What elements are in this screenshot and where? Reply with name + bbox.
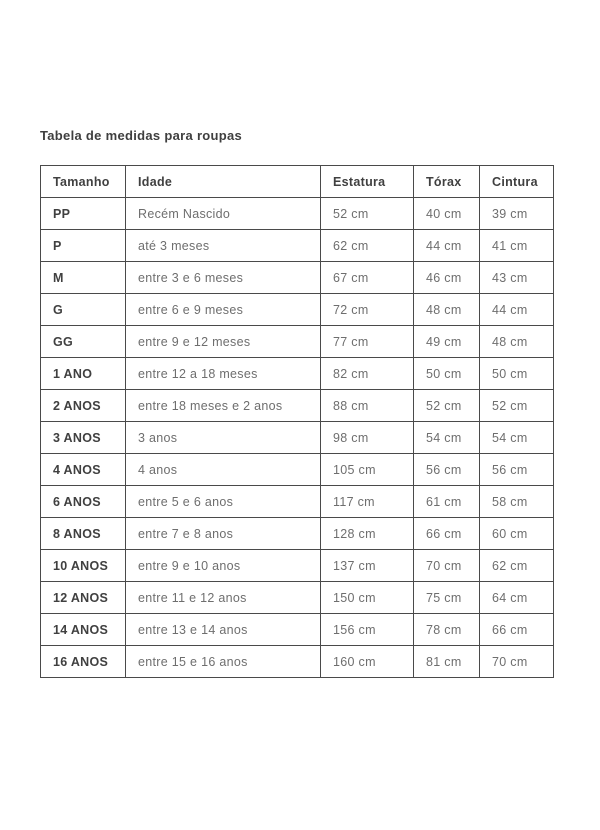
cell-tamanho: 2 ANOS xyxy=(41,390,126,422)
cell-idade: entre 3 e 6 meses xyxy=(126,262,321,294)
cell-idade: entre 18 meses e 2 anos xyxy=(126,390,321,422)
cell-estatura: 67 cm xyxy=(321,262,414,294)
table-row xyxy=(41,198,554,230)
cell-tamanho: P xyxy=(41,230,126,262)
cell-torax: 48 cm xyxy=(414,294,480,326)
cell-torax: 54 cm xyxy=(414,422,480,454)
cell-cintura: 50 cm xyxy=(480,358,554,390)
cell-torax: 44 cm xyxy=(414,230,480,262)
cell-cintura: 70 cm xyxy=(480,646,554,678)
measurements-table xyxy=(40,165,554,678)
cell-torax: 61 cm xyxy=(414,486,480,518)
cell-idade: 4 anos xyxy=(126,454,321,486)
table-row xyxy=(41,294,554,326)
column-header-idade: Idade xyxy=(126,166,321,198)
cell-torax: 50 cm xyxy=(414,358,480,390)
cell-torax: 46 cm xyxy=(414,262,480,294)
column-header-cintura: Cintura xyxy=(480,166,554,198)
cell-cintura: 48 cm xyxy=(480,326,554,358)
table-row xyxy=(41,582,554,614)
cell-cintura: 56 cm xyxy=(480,454,554,486)
table-row xyxy=(41,454,554,486)
cell-torax: 81 cm xyxy=(414,646,480,678)
cell-tamanho: 16 ANOS xyxy=(41,646,126,678)
cell-torax: 40 cm xyxy=(414,198,480,230)
cell-cintura: 62 cm xyxy=(480,550,554,582)
cell-cintura: 64 cm xyxy=(480,582,554,614)
table-row xyxy=(41,422,554,454)
table-row xyxy=(41,614,554,646)
cell-tamanho: G xyxy=(41,294,126,326)
cell-torax: 49 cm xyxy=(414,326,480,358)
cell-estatura: 117 cm xyxy=(321,486,414,518)
cell-estatura: 137 cm xyxy=(321,550,414,582)
cell-tamanho: 14 ANOS xyxy=(41,614,126,646)
table-row xyxy=(41,550,554,582)
table-row xyxy=(41,646,554,678)
cell-idade: entre 12 a 18 meses xyxy=(126,358,321,390)
cell-idade: entre 11 e 12 anos xyxy=(126,582,321,614)
cell-idade: entre 5 e 6 anos xyxy=(126,486,321,518)
table-row xyxy=(41,518,554,550)
cell-cintura: 58 cm xyxy=(480,486,554,518)
table-body xyxy=(41,198,554,678)
cell-torax: 78 cm xyxy=(414,614,480,646)
cell-estatura: 105 cm xyxy=(321,454,414,486)
cell-cintura: 52 cm xyxy=(480,390,554,422)
cell-torax: 56 cm xyxy=(414,454,480,486)
cell-tamanho: 1 ANO xyxy=(41,358,126,390)
page-title: Tabela de medidas para roupas xyxy=(40,128,243,143)
cell-tamanho: PP xyxy=(41,198,126,230)
cell-cintura: 43 cm xyxy=(480,262,554,294)
cell-estatura: 72 cm xyxy=(321,294,414,326)
table-row xyxy=(41,358,554,390)
cell-estatura: 128 cm xyxy=(321,518,414,550)
cell-estatura: 88 cm xyxy=(321,390,414,422)
cell-estatura: 98 cm xyxy=(321,422,414,454)
cell-estatura: 160 cm xyxy=(321,646,414,678)
cell-cintura: 66 cm xyxy=(480,614,554,646)
column-header-tamanho: Tamanho xyxy=(41,166,126,198)
cell-tamanho: M xyxy=(41,262,126,294)
table-header-row xyxy=(41,166,554,198)
cell-estatura: 82 cm xyxy=(321,358,414,390)
cell-cintura: 60 cm xyxy=(480,518,554,550)
cell-estatura: 52 cm xyxy=(321,198,414,230)
cell-tamanho: 4 ANOS xyxy=(41,454,126,486)
cell-tamanho: 6 ANOS xyxy=(41,486,126,518)
cell-torax: 75 cm xyxy=(414,582,480,614)
cell-torax: 66 cm xyxy=(414,518,480,550)
cell-idade: entre 9 e 10 anos xyxy=(126,550,321,582)
column-header-torax: Tórax xyxy=(414,166,480,198)
table-row xyxy=(41,262,554,294)
cell-cintura: 54 cm xyxy=(480,422,554,454)
cell-tamanho: GG xyxy=(41,326,126,358)
cell-idade: até 3 meses xyxy=(126,230,321,262)
cell-idade: 3 anos xyxy=(126,422,321,454)
cell-tamanho: 10 ANOS xyxy=(41,550,126,582)
cell-estatura: 156 cm xyxy=(321,614,414,646)
column-header-estatura: Estatura xyxy=(321,166,414,198)
cell-torax: 70 cm xyxy=(414,550,480,582)
table-row xyxy=(41,326,554,358)
cell-tamanho: 8 ANOS xyxy=(41,518,126,550)
cell-estatura: 150 cm xyxy=(321,582,414,614)
cell-tamanho: 3 ANOS xyxy=(41,422,126,454)
cell-cintura: 44 cm xyxy=(480,294,554,326)
cell-idade: entre 13 e 14 anos xyxy=(126,614,321,646)
cell-torax: 52 cm xyxy=(414,390,480,422)
table-row xyxy=(41,390,554,422)
cell-estatura: 62 cm xyxy=(321,230,414,262)
cell-cintura: 39 cm xyxy=(480,198,554,230)
cell-idade: Recém Nascido xyxy=(126,198,321,230)
table-row xyxy=(41,230,554,262)
cell-estatura: 77 cm xyxy=(321,326,414,358)
cell-idade: entre 6 e 9 meses xyxy=(126,294,321,326)
table-row xyxy=(41,486,554,518)
cell-tamanho: 12 ANOS xyxy=(41,582,126,614)
cell-idade: entre 15 e 16 anos xyxy=(126,646,321,678)
cell-idade: entre 7 e 8 anos xyxy=(126,518,321,550)
cell-cintura: 41 cm xyxy=(480,230,554,262)
cell-idade: entre 9 e 12 meses xyxy=(126,326,321,358)
